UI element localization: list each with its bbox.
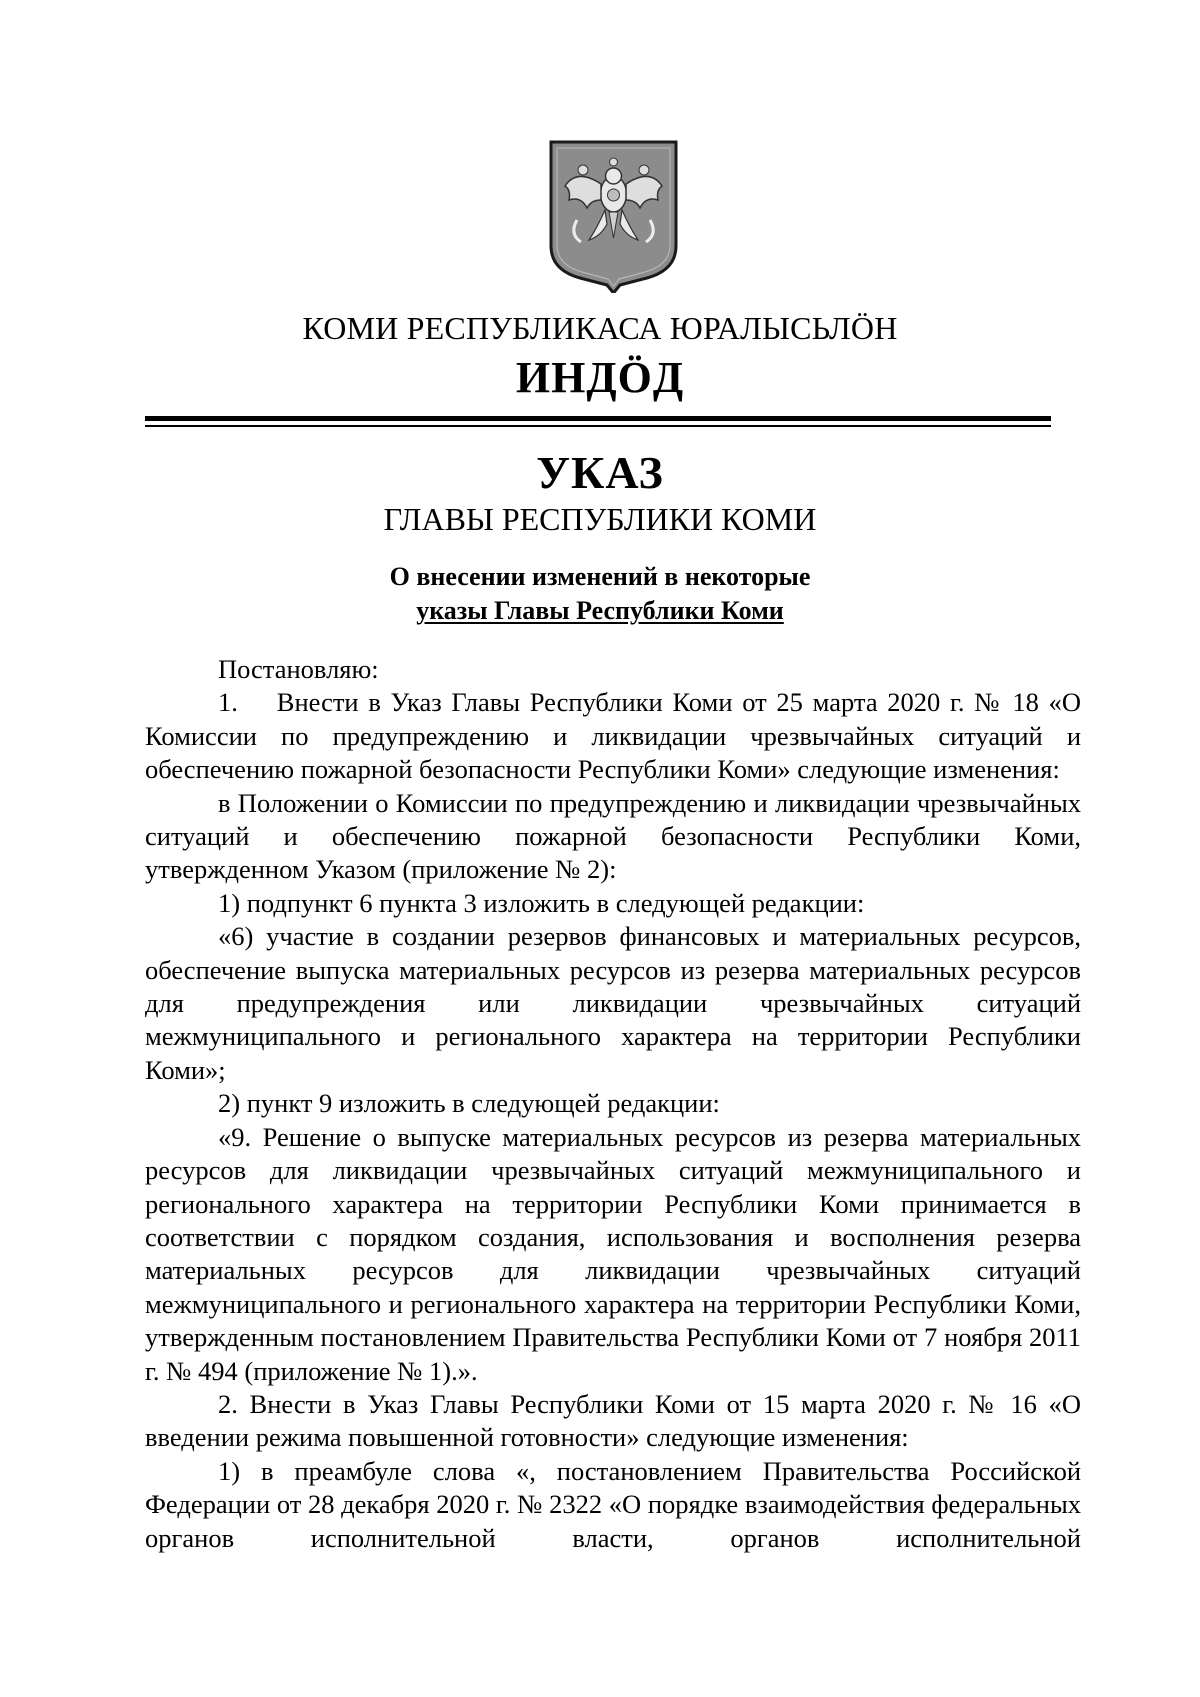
header-republic-name: КОМИ РЕСПУБЛИКАСА ЮРАЛЫСЬЛÖН (302, 310, 898, 346)
document-title: УКАЗ (536, 447, 664, 498)
heading-line-2: указы Главы Республики Коми (416, 596, 784, 625)
paragraph-new-subpoint-6: «6) участие в создании резервов финансовых и материальных ресурсов, обеспечение выпуска материальных ресурсов из резерва материальных ресурсов для предупреждения или ликвидации чрезвычайных ситуаций межмуниципального и регионального характера на территории Республики Коми»; (145, 921, 1081, 1085)
document-subtitle: ГЛАВЫ РЕСПУБЛИКИ КОМИ (383, 501, 817, 537)
heading-line-1: О внесении изменений в некоторые (389, 562, 811, 591)
paragraph-subitem-1: 1) подпункт 6 пункта 3 изложить в следующей редакции: (218, 887, 865, 918)
document-heading (0, 560, 1200, 628)
header-document-type: ИНДÖД (515, 353, 685, 402)
paragraph-item-2: 2. Внести в Указ Главы Республики Коми от 15 марта 2020 г. № 16 «О введении режима повышенной готовности» следующие изменения: (145, 1388, 1081, 1453)
paragraph-subitem-2: 2) пункт 9 изложить в следующей редакции: (218, 1088, 720, 1119)
document-body (145, 653, 1081, 1555)
header-divider-thick (145, 416, 1051, 421)
paragraph-new-point-9: «9. Решение о выпуске материальных ресурсов из резерва материальных ресурсов для ликвидации чрезвычайных ситуаций межмуниципального и регионального характера на территории Республики Коми принимается в соответствии с порядком создания, использования и восполнения резерва материальных ресурсов для ликвидации чрезвычайных ситуаций межмуниципального и регионального характера на территории Республики Коми, утвержденным постановлением Правительства Республики Коми от 7 ноября 2011 г. № 494 (приложение № 1).». (145, 1121, 1081, 1386)
coat-of-arms-icon (547, 138, 680, 293)
paragraph-regulation-change: в Положении о Комиссии по предупреждению и ликвидации чрезвычайных ситуаций и обеспечению пожарной безопасности Республики Коми, утвержденном Указом (приложение № 2): (145, 787, 1081, 885)
paragraph-preamble-change: 1) в преамбуле слова «, постановлением Правительства Российской Федерации от 28 декабря 2020 г. № 2322 «О порядке взаимодействия федеральных органов исполнительной власти, органов исполнительной (145, 1455, 1081, 1553)
paragraph-item-1: 1. Внести в Указ Главы Республики Коми от 25 марта 2020 г. № 18 «О Комиссии по предупреждению и ликвидации чрезвычайных ситуаций и обеспечению пожарной безопасности Республики Коми» следующие изменения: (145, 687, 1081, 785)
header-divider-thin (145, 425, 1051, 427)
paragraph-decree-intro: Постановляю: (218, 654, 379, 684)
